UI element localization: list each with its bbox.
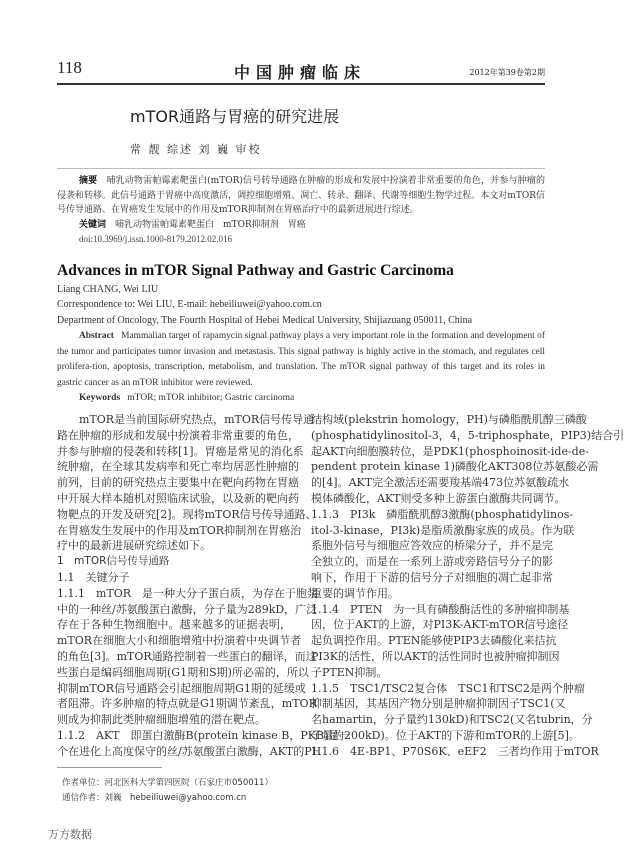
title-rule (57, 168, 545, 169)
zh-abstract-label: 摘要 (79, 176, 98, 186)
footnote-rule (57, 767, 162, 768)
wanfang-watermark: 万方数据 (48, 828, 92, 841)
body-line: 起AKT向细胞膜转位，是PDK1(phosphoinosit-ide-de- (311, 444, 589, 458)
body-line: 抑制基因，其基因产物分别是肿瘤抑制因子TSC1(又 (311, 697, 566, 711)
body-line: 1.1.6 4E-BP1、P70S6K、eEF2 三者均作用于mTOR (311, 744, 599, 758)
header-rule (57, 83, 545, 85)
body-line: 1.1.1 mTOR 是一种大分子蛋白质，为存在于胞浆 (57, 586, 319, 600)
body-line: 则成为抑制此类肿瘤细胞增殖的潜在靶点。 (57, 713, 266, 727)
body-line: 子量约200kD)。位于AKT的下游和mTOR的上游[5]。 (311, 728, 580, 742)
issue-info: 2012年第39卷第2期 (469, 68, 545, 77)
footnote-corresponding: 通信作者：刘巍 hebeiliuwei@yahoo.com.cn (62, 793, 247, 803)
body-line: 者阻滞。许多肿瘤的特点就是G1期调节紊乱，mTOR (57, 697, 317, 711)
body-line: 1 mTOR信号传导通路 (57, 555, 170, 568)
english-abstract-block (57, 329, 545, 406)
body-line: pendent protein kinase 1)磷酸化AKT308位苏氨酸必需 (311, 460, 599, 474)
body-line: 路在肿瘤的形成和发展中扮演着非常重要的角色， (57, 428, 299, 442)
body-line: 响下，作用于下游的信号分子对细胞的凋亡起非常 (311, 570, 553, 584)
body-line: 的[4]。AKT完全激活还需要羧基端473位苏氨酸疏水 (311, 476, 570, 490)
body-line: 在胃癌发生发展中的作用及mTOR抑制剂在胃癌治 (57, 523, 302, 537)
zh-keywords-text: 哺乳动物雷帕霉素靶蛋白 mTOR抑制剂 胃癌 (115, 219, 306, 230)
body-line: mTOR在细胞大小和细胞增殖中扮演着中央调节者 (57, 634, 302, 648)
zh-keywords-label: 关键词 (79, 219, 107, 230)
english-title: Advances in mTOR Signal Pathway and Gastric Carcinoma (57, 262, 454, 279)
body-line: itol-3-kinase，PI3k)是脂质激酶家族的成员。作为联 (311, 523, 575, 537)
english-keywords (57, 391, 545, 406)
page-number: 118 (57, 58, 82, 77)
body-line: 统肿瘤，在全球其发病率和死亡率均居恶性肿瘤的 (57, 460, 299, 474)
body-line: 1.1.4 PTEN 为一具有磷酸酶活性的多肿瘤抑制基 (311, 602, 570, 616)
body-line: 1.1.2 AKT 即蛋白激酶B(protein kinase B，PKB)是一 (57, 728, 351, 742)
body-line: 1.1.3 PI3k 磷脂酰肌醇3激酶(phosphatidylinos- (311, 507, 574, 521)
body-line: 些蛋白是编码细胞周期(G1期和S期)所必需的，所以 (57, 665, 309, 679)
english-keywords-label: Keywords (79, 393, 121, 403)
body-line: 个在进化上高度保守的丝/苏氨酸蛋白激酶，AKT的PH (57, 744, 322, 758)
zh-keywords (57, 218, 545, 233)
department: Department of Oncology, The Fourth Hospital of Hebei Medical University, Shijiazuang 050011, China (57, 315, 473, 326)
body-line: 中的一种丝/苏氨酸蛋白激酶，分子量为289kD，广泛 (57, 602, 318, 616)
zh-abstract (57, 174, 545, 218)
body-line: 存在于各种生物细胞中。越来越多的证据表明， (57, 618, 291, 632)
body-line: 抑制mTOR信号通路会引起细胞周期G1期的延缓或 (57, 681, 306, 695)
body-line: mTOR是当前国际研究热点，mTOR信号传导通 (79, 413, 315, 426)
body-line: 系胞外信号与细胞应答效应的桥梁分子，并不是完 (311, 539, 553, 553)
body-line: 重要的调节作用。 (311, 586, 399, 600)
article-title: mTOR通路与胃癌的研究进展 (130, 107, 340, 126)
body-line: 中开展大样本随机对照临床试验，以及新的靶向药 (57, 491, 299, 505)
journal-name: 中国肿瘤临床 (233, 63, 366, 82)
body-line: 起负调控作用。PTEN能够使PIP3去磷酸化来拮抗 (311, 634, 557, 648)
body-line: 因，位于AKT的上游，对PI3K-AKT-mTOR信号途径 (311, 618, 569, 632)
zh-abstract-text: 哺乳动物雷帕霉素靶蛋白(mTOR)信号转导通路在肿瘤的形成和发展中扮演着非常重要的角色，并参与肿瘤的侵袭和转移。此信号通路于胃癌中高度激活，调控细胞增殖、凋亡、转录、翻译、代谢等细胞生物学过程。本文对mTOR信号传导通路、在胃癌发生发展中的作用及mTOR抑制剂在胃癌治疗中的最新进展进行综述。 (57, 176, 545, 215)
english-authors: Liang CHANG, Wei LIU (57, 284, 159, 295)
body-line: 前列，目前的研究热点主要集中在靶向药物在胃癌 (57, 476, 299, 490)
body-line: 1.1 关键分子 (57, 570, 130, 584)
body-line: 并参与肿瘤的侵袭和转移[1]。胃癌是常见的消化系 (57, 444, 304, 458)
body-line: 疗中的最新进展研究综述如下。 (57, 539, 211, 553)
body-line: 全独立的，而是在一系列上游或旁路信号分子的影 (311, 555, 553, 569)
english-abstract-label: Abstract (79, 331, 114, 341)
body-line: (phosphatidylinositol-3，4，5-triphosphate，PIP3)结合引 (311, 428, 624, 442)
body-line: 1.1.5 TSC1/TSC2复合体 TSC1和TSC2是两个肿瘤 (311, 681, 585, 695)
english-keywords-text: mTOR; mTOR inhibitor; Gastric carcinoma (127, 393, 295, 403)
english-abstract (57, 329, 545, 391)
body-line: PI3K的活性，所以AKT的活性同时也被肿瘤抑制因 (311, 649, 560, 663)
article-authors: 常 靓 综述 刘 巍 审校 (130, 143, 262, 156)
body-line: 结构域(plekstrin homology，PH)与磷脂酰肌醇三磷酸 (311, 413, 587, 426)
body-column-right (311, 412, 624, 760)
footnote-affiliation: 作者单位：河北医科大学第四医院（石家庄市050011） (62, 778, 273, 788)
english-abstract-text: Mammalian target of rapamycin signal pathway plays a very important role in the formation and development of the tumor and participates tumor invasion and metastasis. This signal pathway is highly active in the stomach, and regulates cell prolifera-tion, apoptosis, transcription, metabolism, and translation. The mTOR signal pathway of this target and its roles in gastric cancer as an mTOR inhibitor were reviewed. (57, 331, 545, 388)
zh-abstract-block (57, 174, 545, 246)
body-line: 名hamartin，分子量约130kD)和TSC2(又名tubrin，分 (311, 713, 593, 727)
body-line: 模体磷酸化，AKT则受多种上游蛋白激酶共同调节。 (311, 491, 566, 505)
body-line: 物靶点的开发及研究[2]。现将mTOR信号传导通路、 (57, 507, 317, 521)
body-line: 子PTEN抑制。 (311, 665, 388, 679)
correspondence: Correspondence to: Wei LIU, E-mail: hebeiliuwei@yahoo.com.cn (57, 299, 322, 310)
body-line: 的角色[3]。mTOR通路控制着一些蛋白的翻译，而这 (57, 649, 317, 663)
doi: doi:10.3969/j.issn.1000-8179.2012.02.016 (79, 234, 233, 244)
